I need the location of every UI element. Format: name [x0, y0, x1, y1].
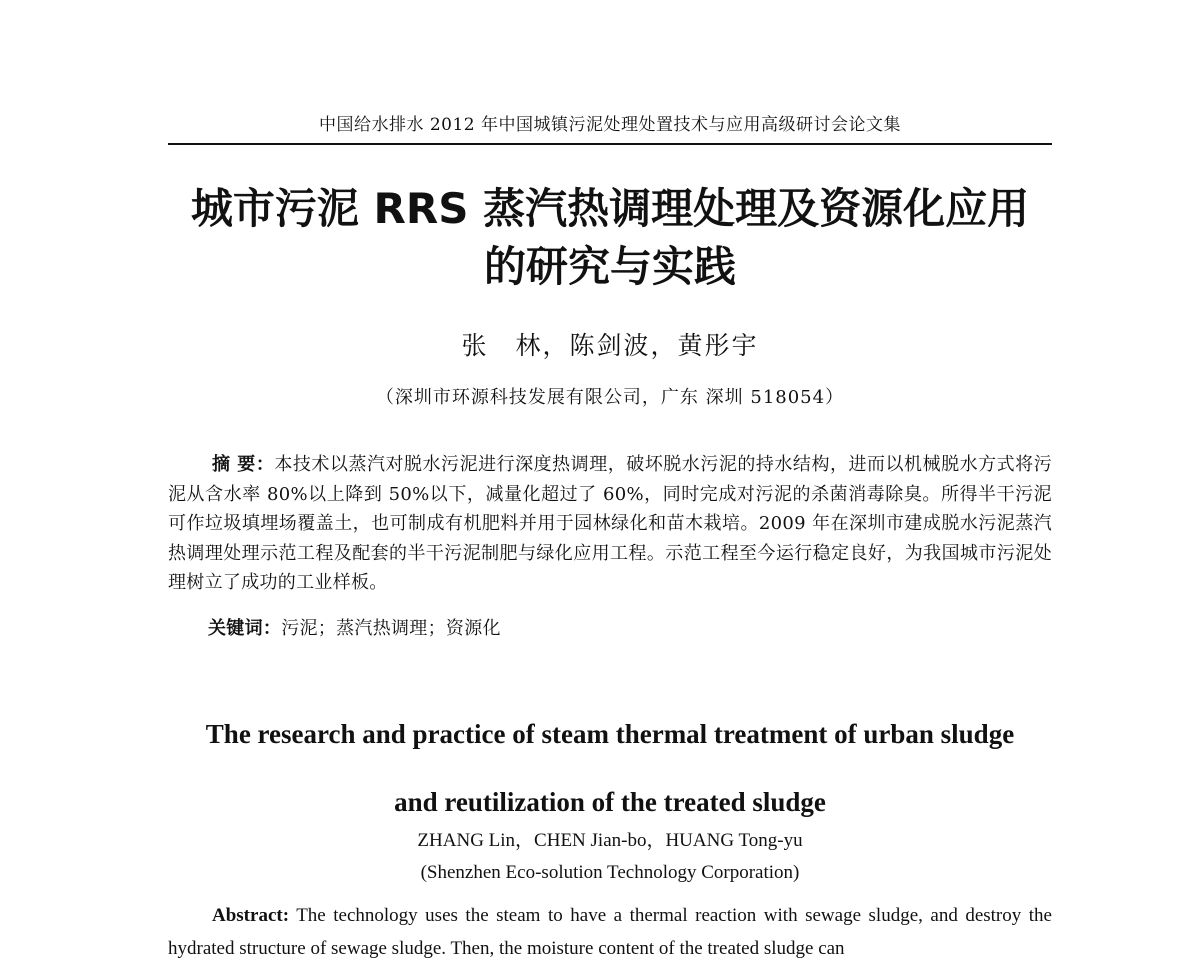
english-abstract-label: Abstract:	[212, 905, 290, 926]
chinese-authors: 张 林，陈剑波，黄彤宇	[461, 331, 759, 360]
chinese-keywords-label: 关键词：	[208, 618, 282, 639]
english-title-line-1: The research and practice of steam thermal treatment of urban sludge	[205, 719, 1015, 749]
chinese-abstract-text: 本技术以蒸汽对脱水污泥进行深度热调理，破坏脱水污泥的持水结构，进而以机械脱水方式将污泥从含水率 80%以上降到 50%以下，减量化超过了 60%，同时完成对污泥的杀菌消毒除臭。所得半干污泥可作垃圾填埋场覆盖土，也可制成有机肥料并用于园林绿化和苗木栽培。2009 年在深圳市建成脱水污泥蒸汽热调理处理示范工程及配套的半干污泥制肥与绿化应用工程。示范工程至今运行稳定良好，为我国城市污泥处理树立了成功的工业样板。	[168, 454, 1052, 593]
english-abstract-text: The technology uses the steam to have a thermal reaction with sewage sludge, and destroy the hydrated structure of sewage sludge. Then, the moisture content of the treated sludge can	[168, 905, 1052, 959]
english-authors: ZHANG Lin，CHEN Jian-bo，HUANG Tong-yu	[417, 830, 803, 851]
english-affiliation: (Shenzhen Eco-solution Technology Corporation)	[420, 862, 800, 883]
chinese-title	[120, 180, 1100, 296]
chinese-title-line-1: 城市污泥 RRS 蒸汽热调理处理及资源化应用	[190, 184, 1030, 233]
chinese-abstract-label: 摘 要：	[212, 454, 275, 475]
chinese-affiliation: （深圳市环源科技发展有限公司，广东 深圳 518054）	[375, 387, 845, 408]
running-header: 中国给水排水 2012 年中国城镇污泥处理处置技术与应用高级研讨会论文集	[318, 115, 902, 135]
english-title	[130, 700, 1090, 836]
header-rule	[168, 143, 1052, 145]
chinese-title-line-2: 的研究与实践	[483, 242, 736, 291]
english-title-line-2: and reutilization of the treated sludge	[394, 787, 826, 817]
english-abstract	[168, 899, 1052, 965]
chinese-keywords-text: 污泥；蒸汽热调理；资源化	[281, 618, 501, 639]
chinese-keywords	[208, 614, 1052, 640]
chinese-abstract	[168, 450, 1052, 598]
